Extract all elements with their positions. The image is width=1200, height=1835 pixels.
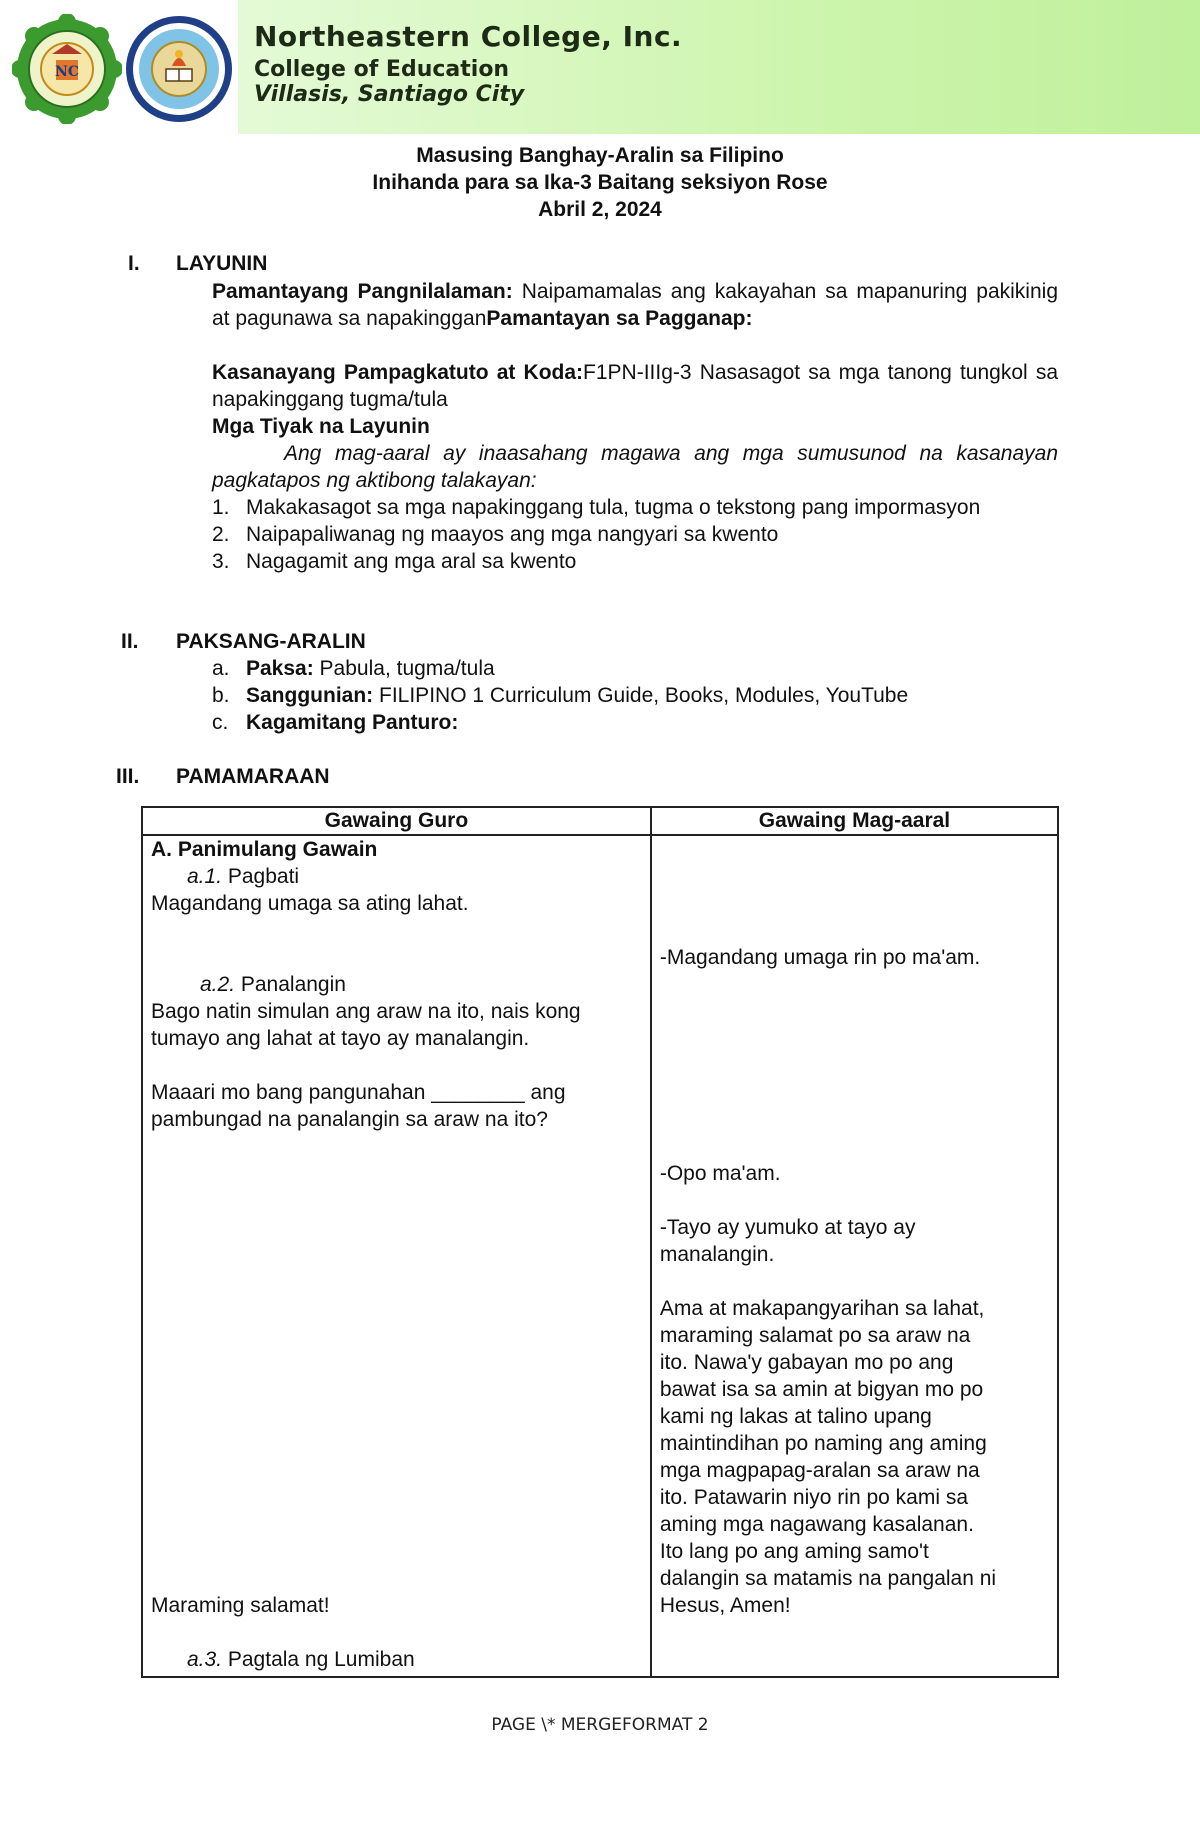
title-line-1: Masusing Banghay-Aralin sa Filipino [416, 144, 784, 167]
kp-label: Kasanayang Pampagkatuto at Koda: [212, 361, 584, 384]
objective-number: 2. [212, 523, 230, 546]
panalangin-subheading: a.2. Panalangin [200, 973, 346, 996]
prayer-line: Hesus, Amen! [659, 1594, 791, 1617]
prayer-line: bawat isa sa amin at bigyan mo po [659, 1378, 984, 1401]
objective-item [212, 548, 1058, 575]
paksa-label: Kagamitang Panturo: [246, 711, 459, 734]
layunin-intro: Ang mag-aaral ay inaasahang magawa ang mga sumusunod na kasanayan pagkatapos ng aktibong talakayan: [212, 442, 1058, 492]
title-line-2: Inihanda para sa Ika-3 Baitang seksiyon Rose [372, 171, 828, 194]
prayer-start-1: -Tayo ay yumuko at tayo ay [659, 1216, 916, 1239]
guro-cell [142, 835, 651, 1677]
northeastern-college-seal [12, 14, 122, 124]
prayer-start-2: manalangin. [659, 1243, 775, 1266]
section-paksang-aralin [0, 628, 1200, 738]
prayer-line: mga magpapag-aralan sa araw na [659, 1459, 980, 1482]
objective-number: 3. [212, 550, 230, 573]
header-gawaing-mag-aaral: Gawaing Mag-aaral [651, 807, 1058, 835]
objective-number: 1. [212, 496, 230, 519]
paksa-label: Paksa: [246, 657, 314, 680]
paksa-list [212, 655, 1058, 736]
title-line-3: Abril 2, 2024 [538, 198, 662, 221]
pg-label: Pamantayan sa Pagganap: [486, 307, 753, 330]
prayer-instruction-1: Bago natin simulan ang araw na ito, nais kong [151, 1000, 581, 1023]
lead-prayer-ask-1: Maaari mo bang pangunahan ________ ang [151, 1081, 566, 1104]
paksa-letter: c. [212, 711, 229, 734]
prayer-line: Ama at makapangyarihan sa lahat, [659, 1297, 985, 1320]
page-footer: PAGE \* MERGEFORMAT 2 [491, 1715, 709, 1735]
paksa-item [212, 655, 1058, 682]
section-title: PAMAMARAAN [176, 765, 330, 788]
prayer-line: Ito lang po ang aming samo't [659, 1540, 929, 1563]
svg-text:NC: NC [55, 64, 79, 80]
objective-item [212, 521, 1058, 548]
prayer-line: ito. Patawarin niyo rin po kami sa [659, 1486, 968, 1509]
pagbati-subheading: a.1. Pagbati [187, 865, 300, 888]
section-title: LAYUNIN [176, 252, 268, 275]
opo-reply: -Opo ma'am. [659, 1162, 781, 1185]
school-name: Northeastern College, Inc. [254, 20, 683, 53]
prayer-line: aming mga nagawang kasalanan. [659, 1513, 974, 1536]
section-layunin [0, 250, 1200, 610]
thanks-text: Maraming salamat! [151, 1594, 330, 1617]
paksa-text: Pabula, tugma/tula [313, 657, 495, 680]
college-name: College of Education [254, 57, 510, 82]
kp-text: F1PN-IIIg-3 Nasasagot sa mga tanong tungkol sa napakinggang tugma/tula [212, 361, 1058, 411]
objective-item [212, 494, 1058, 521]
mag-aaral-cell [651, 835, 1058, 1677]
section-number: III. [116, 765, 140, 788]
header-gawaing-guro: Gawaing Guro [142, 807, 651, 835]
paksa-letter: a. [212, 657, 230, 680]
table-row [142, 835, 1058, 1677]
pp-text: Naipamamalas ang kakayahan sa mapanuring pakikinig at pagunawa sa napakinggan [212, 280, 1059, 330]
paksa-label: Sanggunian: [246, 684, 374, 707]
section-title: PAKSANG-ARALIN [176, 630, 366, 653]
table-header-row [142, 807, 1058, 835]
panimulang-gawain-heading: A. Panimulang Gawain [151, 838, 378, 861]
prayer-instruction-2: tumayo ang lahat at tayo ay manalangin. [151, 1027, 530, 1050]
paksa-text: FILIPINO 1 Curriculum Guide, Books, Modules, YouTube [373, 684, 909, 707]
pamamaraan-table [141, 806, 1059, 1678]
kasanayang-pampagkatuto [212, 359, 1058, 413]
objective-text: Naipapaliwanag ng maayos ang mga nangyari sa kwento [246, 523, 779, 546]
prayer-line: kami ng lakas at talino upang [659, 1405, 932, 1428]
school-location: Villasis, Santiago City [254, 82, 525, 107]
greeting-reply: -Magandang umaga rin po ma'am. [659, 946, 981, 969]
prayer-line: maintindihan po naming ang aming [659, 1432, 987, 1455]
greeting-text: Magandang umaga sa ating lahat. [151, 892, 469, 915]
lead-prayer-ask-2: pambungad na panalangin sa araw na ito? [151, 1108, 548, 1131]
pagtala-subheading: a.3. Pagtala ng Lumiban [187, 1648, 415, 1671]
section-number: II. [121, 630, 139, 653]
objective-text: Makakasagot sa mga napakinggang tula, tugma o tekstong pang impormasyon [246, 496, 981, 519]
college-of-education-seal [124, 14, 234, 124]
prayer-line: ito. Nawa'y gabayan mo po ang [659, 1351, 954, 1374]
pp-label: Pamantayang Pangnilalaman: [212, 280, 513, 303]
objectives-list [212, 494, 1058, 575]
paksa-item [212, 709, 1058, 736]
letterhead [0, 0, 1200, 137]
section-pamamaraan [0, 763, 1200, 793]
paksa-item [212, 682, 1058, 709]
paksa-letter: b. [212, 684, 230, 707]
prayer-line: dalangin sa matamis na pangalan ni [659, 1567, 997, 1590]
prayer-line: maraming salamat po sa araw na [659, 1324, 971, 1347]
document-title [0, 142, 1200, 223]
section-number: I. [128, 252, 140, 275]
objective-text: Nagagamit ang mga aral sa kwento [246, 550, 577, 573]
pamantayang-pangnilalaman [212, 278, 1058, 332]
mga-tiyak-na-layunin: Mga Tiyak na Layunin [212, 415, 430, 438]
